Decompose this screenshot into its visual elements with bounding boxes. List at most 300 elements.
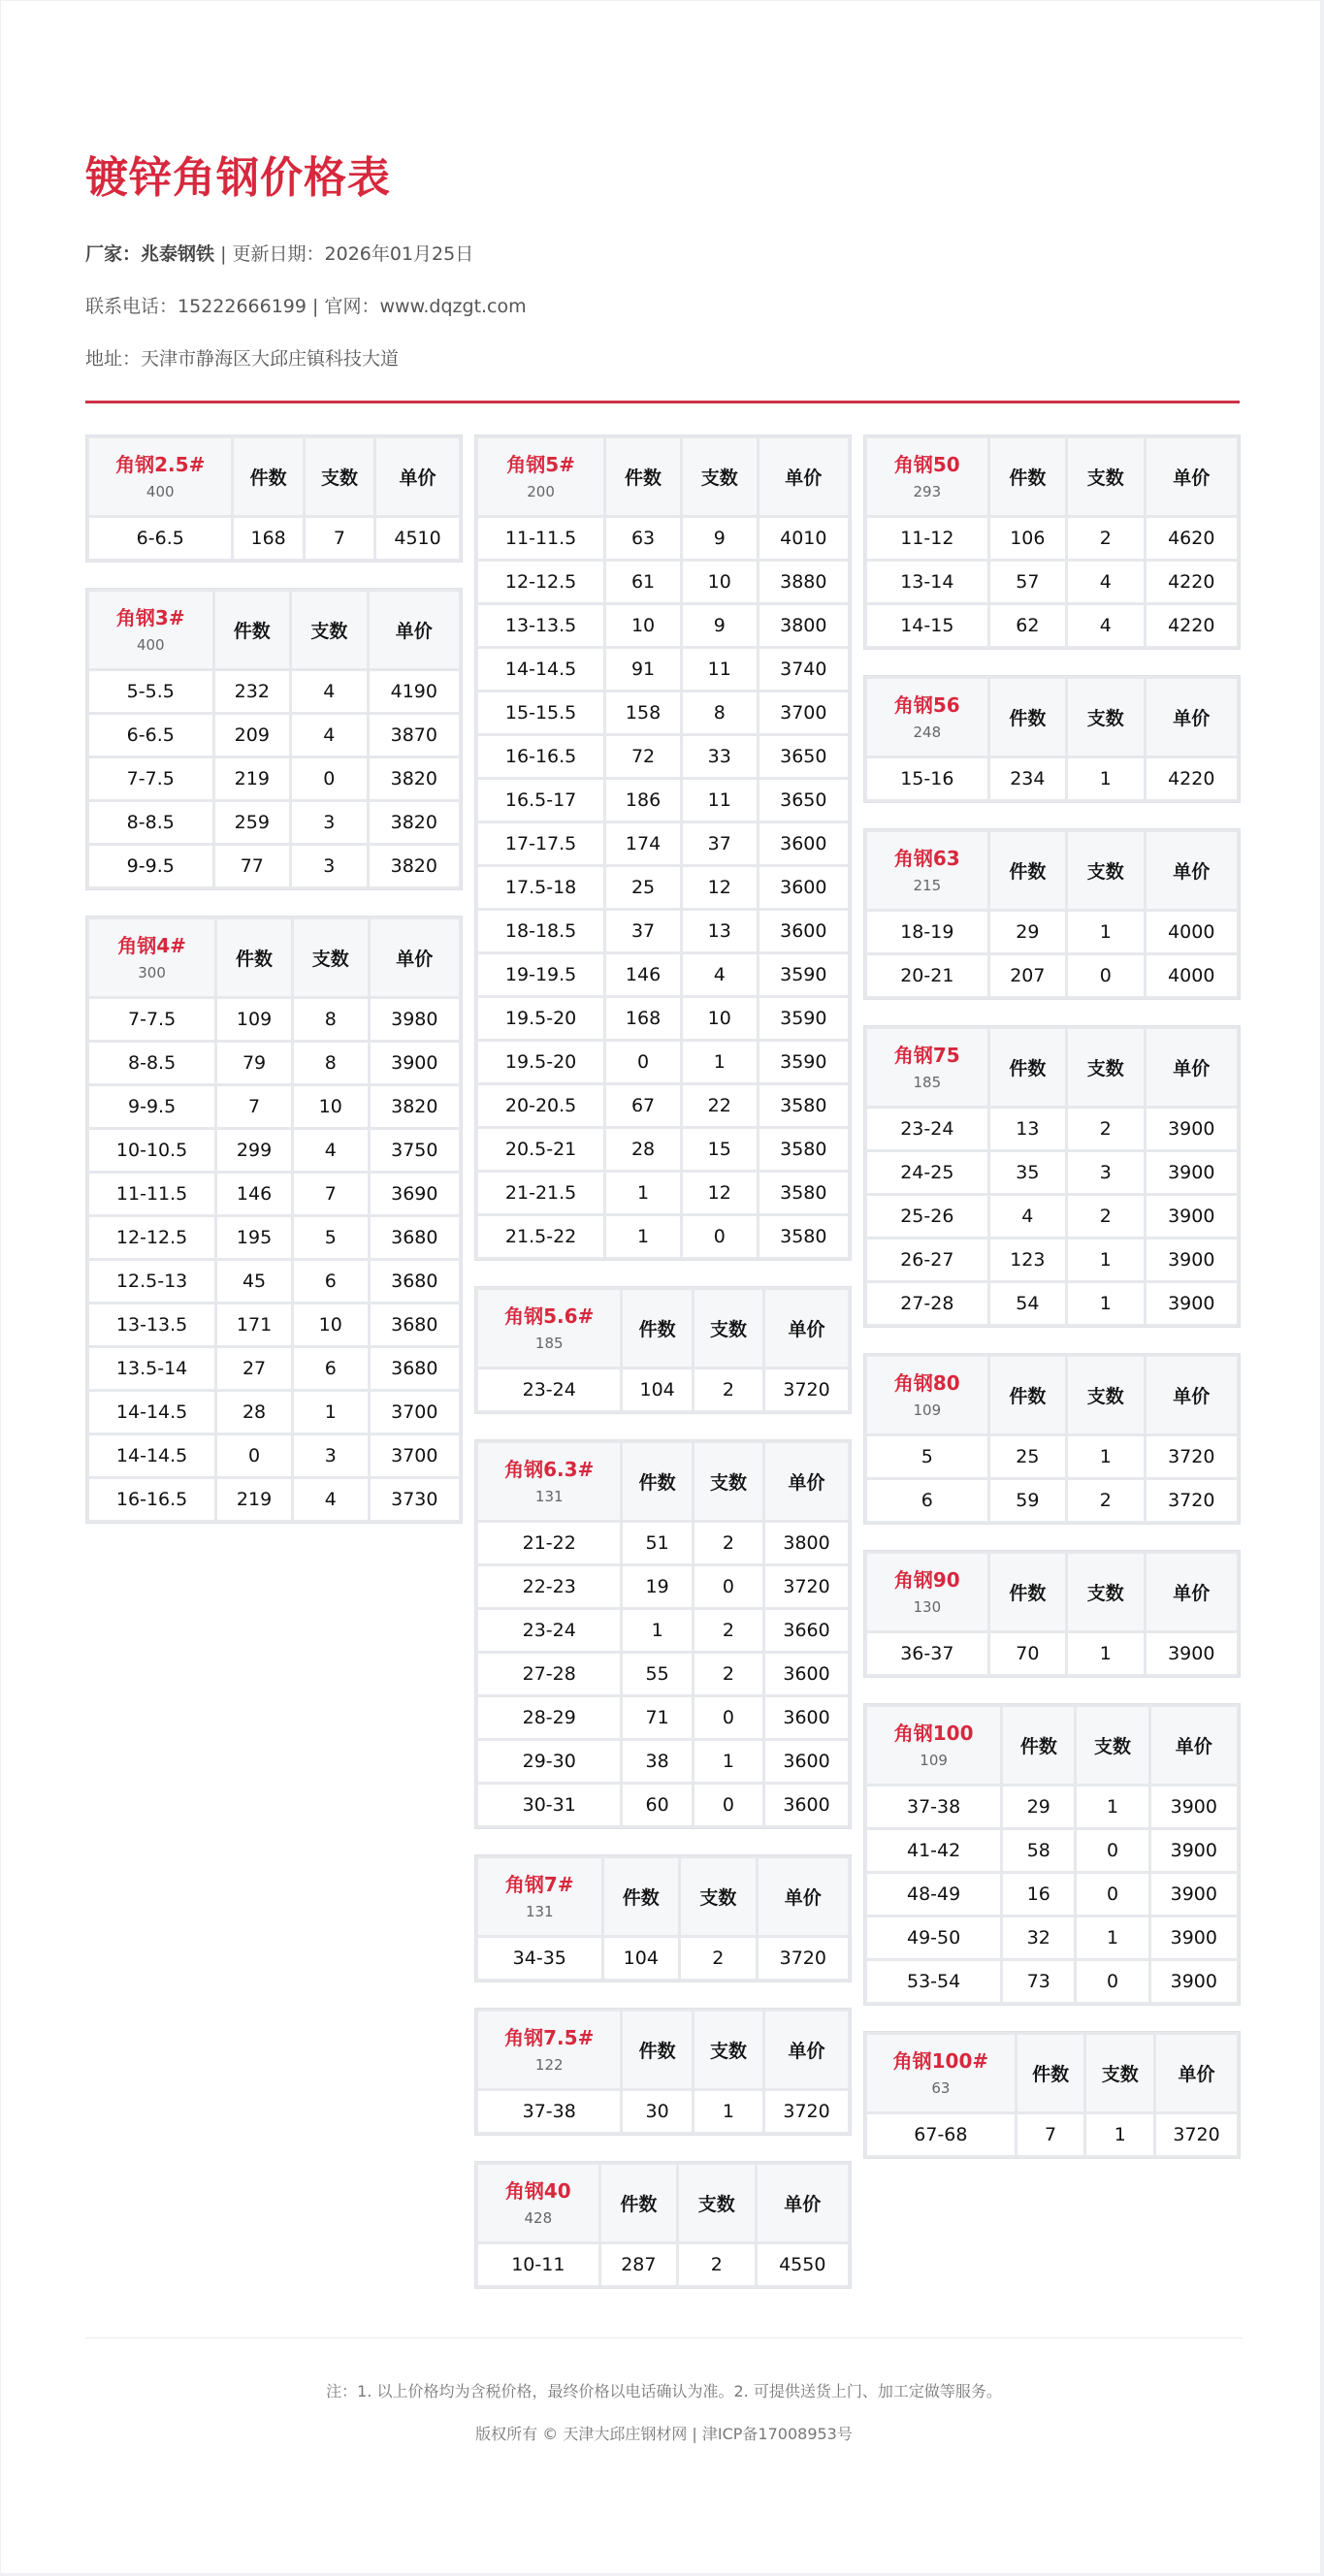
cell-sticks: 1: [683, 1042, 757, 1082]
cell-count: 30: [623, 2091, 691, 2132]
column-header-sticks: 支数: [1068, 1029, 1143, 1106]
cell-size: 34-35: [478, 1938, 601, 1979]
column-header-sticks: 支数: [1068, 438, 1143, 515]
cell-size: 5-5.5: [89, 671, 212, 712]
cell-size: 7-7.5: [89, 999, 214, 1040]
cell-price: 3590: [759, 954, 848, 995]
cell-sticks: 37: [683, 823, 757, 864]
cell-sticks: 2: [679, 2244, 754, 2285]
spec-header-cell: [867, 832, 987, 909]
table-row: [478, 823, 848, 864]
cell-count: 158: [606, 692, 680, 733]
table-row: [478, 867, 848, 908]
column-header-count: 件数: [604, 1858, 679, 1935]
table-row: [89, 671, 459, 712]
cell-size: 5: [867, 1436, 987, 1477]
column-header-price: 单价: [1146, 1357, 1238, 1433]
cell-count: 209: [215, 715, 290, 756]
cell-price: 3900: [1146, 1633, 1238, 1674]
table-row: [478, 1938, 848, 1979]
spec-length: 131: [525, 1902, 554, 1920]
column-header-price: 单价: [370, 592, 459, 668]
address-line: [85, 346, 399, 371]
spec-length: 400: [145, 482, 175, 500]
spec-length: 428: [524, 2208, 553, 2227]
spec-length: 248: [913, 723, 942, 741]
table-row: [478, 562, 848, 602]
spec-length: 185: [534, 1334, 564, 1352]
cell-size: 19.5-20: [478, 998, 603, 1039]
cell-sticks: 10: [294, 1304, 368, 1345]
cell-size: 13.5-14: [89, 1348, 214, 1389]
cell-price: 4510: [376, 518, 459, 559]
cell-sticks: 7: [294, 1174, 368, 1214]
table-row: [867, 605, 1237, 646]
table-row: [89, 1043, 459, 1083]
cell-count: 0: [606, 1042, 680, 1082]
cell-sticks: 1: [1086, 2114, 1153, 2155]
cell-size: 67-68: [867, 2114, 1015, 2155]
column-header-price: 单价: [1146, 679, 1238, 756]
cell-count: 77: [215, 846, 290, 886]
cell-count: 7: [217, 1086, 291, 1127]
cell-sticks: 1: [1077, 1787, 1147, 1827]
cell-size: 16-16.5: [89, 1479, 214, 1520]
cell-count: 259: [215, 802, 290, 843]
spec-header-cell: [867, 2035, 1015, 2111]
cell-size: 17.5-18: [478, 867, 603, 908]
cell-price: 3590: [759, 1042, 848, 1082]
column-header-count: 件数: [990, 1357, 1065, 1433]
spec-name: 角钢7.5#: [504, 2025, 595, 2049]
table-row: [478, 780, 848, 821]
price-table: [85, 916, 463, 1524]
cell-count: 168: [234, 518, 302, 559]
cell-sticks: 2: [694, 1523, 762, 1563]
table-row: [867, 1633, 1237, 1674]
cell-count: 28: [217, 1392, 291, 1433]
cell-price: 3660: [765, 1610, 848, 1651]
cell-size: 13-13.5: [478, 605, 603, 646]
footer-note: 注：1. 以上价格均为含税价格，最终价格以电话确认为准。2. 可提供送货上门、加工定做等服务。: [326, 2382, 1002, 2400]
table-row: [478, 1369, 848, 1410]
cell-price: 3600: [759, 823, 848, 864]
cell-price: 3580: [759, 1173, 848, 1213]
cell-size: 19.5-20: [478, 1042, 603, 1082]
cell-price: 3900: [371, 1043, 459, 1083]
spec-name: 角钢100: [893, 1721, 974, 1745]
table-row: [478, 954, 848, 995]
cell-sticks: 4: [1068, 605, 1143, 646]
cell-price: 3800: [759, 605, 848, 646]
table-header-row: [478, 2012, 848, 2088]
table-header-row: [867, 2035, 1237, 2111]
cell-sticks: 0: [694, 1697, 762, 1738]
cell-count: 70: [990, 1633, 1065, 1674]
separator: |: [214, 243, 233, 265]
table-header-row: [867, 679, 1237, 756]
cell-price: 3700: [759, 692, 848, 733]
cell-size: 13-14: [867, 562, 987, 602]
cell-price: 4000: [1146, 912, 1238, 952]
cell-count: 10: [606, 605, 680, 646]
cell-count: 186: [606, 780, 680, 821]
column-header-price: 单价: [758, 2165, 849, 2241]
price-table: [863, 2031, 1241, 2159]
table-row: [478, 2091, 848, 2132]
column-header-price: 单价: [765, 1443, 848, 1520]
website-link[interactable]: www.dqzgt.com: [379, 296, 527, 317]
cell-price: 3750: [371, 1130, 459, 1171]
cell-count: 58: [1003, 1830, 1074, 1871]
column-header-count: 件数: [990, 832, 1065, 909]
spec-header-cell: [867, 1554, 987, 1630]
cell-count: 79: [217, 1043, 291, 1083]
cell-size: 27-28: [478, 1654, 620, 1694]
cell-count: 25: [990, 1436, 1065, 1477]
cell-count: 0: [217, 1435, 291, 1476]
cell-price: 3600: [759, 911, 848, 951]
cell-price: 3740: [759, 649, 848, 690]
cell-size: 6-6.5: [89, 518, 231, 559]
cell-sticks: 0: [1077, 1874, 1147, 1915]
cell-count: 25: [606, 867, 680, 908]
cell-price: 3900: [1151, 1787, 1237, 1827]
cell-price: 3820: [370, 802, 459, 843]
cell-count: 195: [217, 1217, 291, 1258]
table-row: [867, 1874, 1237, 1915]
table-row: [89, 1348, 459, 1389]
table-row: [89, 846, 459, 886]
page-card: [1, 1, 1320, 2573]
price-column-2: [474, 435, 852, 2289]
cell-count: 38: [623, 1741, 691, 1782]
price-table: [863, 1353, 1241, 1525]
table-row: [478, 518, 848, 559]
table-row: [478, 1654, 848, 1694]
cell-sticks: 10: [683, 562, 757, 602]
table-row: [867, 518, 1237, 559]
table-row: [89, 1261, 459, 1302]
table-row: [478, 1042, 848, 1082]
cell-price: 3880: [759, 562, 848, 602]
cell-size: 36-37: [867, 1633, 987, 1674]
table-row: [89, 758, 459, 799]
cell-sticks: 4: [1068, 562, 1143, 602]
table-header-row: [478, 1858, 848, 1935]
cell-count: 61: [606, 562, 680, 602]
table-header-row: [89, 438, 459, 515]
cell-sticks: 33: [683, 736, 757, 777]
cell-price: 3650: [759, 780, 848, 821]
spec-name: 角钢50: [893, 452, 960, 476]
column-header-price: 单价: [376, 438, 459, 515]
table-row: [867, 955, 1237, 996]
column-header-count: 件数: [606, 438, 680, 515]
table-row: [478, 605, 848, 646]
spec-length: 185: [913, 1073, 942, 1091]
price-table-columns: [85, 435, 1241, 2289]
column-header-count: 件数: [601, 2165, 676, 2241]
table-header-row: [478, 1290, 848, 1367]
table-row: [89, 1174, 459, 1214]
cell-price: 3600: [765, 1697, 848, 1738]
column-header-count: 件数: [623, 2012, 691, 2088]
cell-sticks: 3: [292, 846, 367, 886]
column-header-sticks: 支数: [683, 438, 757, 515]
cell-price: 3820: [370, 758, 459, 799]
column-header-price: 单价: [759, 438, 848, 515]
cell-count: 123: [990, 1240, 1065, 1280]
cell-count: 207: [990, 955, 1065, 996]
cell-size: 20-20.5: [478, 1085, 603, 1126]
footer-copyright: 版权所有 © 天津大邱庄钢材网 | 津ICP备17008953号: [475, 2425, 853, 2443]
cell-count: 72: [606, 736, 680, 777]
cell-sticks: 4: [292, 671, 367, 712]
table-row: [478, 1523, 848, 1563]
table-header-row: [867, 1707, 1237, 1784]
column-header-sticks: 支数: [679, 2165, 754, 2241]
table-header-row: [867, 438, 1237, 515]
table-row: [867, 1283, 1237, 1324]
price-table: [85, 588, 463, 890]
table-row: [478, 649, 848, 690]
column-header-count: 件数: [217, 919, 291, 996]
cell-sticks: 13: [683, 911, 757, 951]
cell-sticks: 3: [1068, 1152, 1143, 1193]
cell-price: 3690: [371, 1174, 459, 1214]
table-row: [867, 1240, 1237, 1280]
cell-count: 219: [215, 758, 290, 799]
spec-length: 109: [913, 1401, 942, 1419]
table-row: [867, 562, 1237, 602]
spec-header-cell: [89, 438, 231, 515]
cell-sticks: 2: [1068, 1109, 1143, 1149]
price-table: [863, 1550, 1241, 1678]
cell-price: 3650: [759, 736, 848, 777]
spec-header-cell: [478, 1858, 601, 1935]
cell-sticks: 1: [1068, 758, 1143, 799]
cell-size: 17-17.5: [478, 823, 603, 864]
table-row: [89, 1130, 459, 1171]
spec-name: 角钢90: [893, 1567, 960, 1592]
spec-length: 109: [920, 1751, 948, 1769]
cell-sticks: 4: [294, 1479, 368, 1520]
spec-length: 293: [913, 482, 942, 500]
cell-price: 3680: [371, 1304, 459, 1345]
cell-count: 32: [1003, 1917, 1074, 1958]
cell-size: 6: [867, 1480, 987, 1521]
cell-sticks: 0: [1077, 1830, 1147, 1871]
cell-sticks: 3: [292, 802, 367, 843]
cell-sticks: 4: [683, 954, 757, 995]
cell-price: 3900: [1146, 1283, 1238, 1324]
spec-length: 200: [527, 482, 555, 500]
cell-size: 8-8.5: [89, 1043, 214, 1083]
cell-sticks: 1: [294, 1392, 368, 1433]
cell-count: 106: [990, 518, 1065, 559]
manufacturer-label: 厂家：: [85, 243, 142, 265]
spec-name: 角钢63: [893, 846, 960, 870]
cell-size: 9-9.5: [89, 1086, 214, 1127]
cell-sticks: 6: [294, 1348, 368, 1389]
cell-count: 4: [990, 1196, 1065, 1237]
cell-sticks: 2: [1068, 518, 1143, 559]
column-header-count: 件数: [990, 679, 1065, 756]
cell-size: 6-6.5: [89, 715, 212, 756]
cell-count: 62: [990, 605, 1065, 646]
table-row: [89, 802, 459, 843]
cell-sticks: 12: [683, 867, 757, 908]
cell-count: 104: [604, 1938, 679, 1979]
table-row: [478, 1697, 848, 1738]
cell-size: 18-19: [867, 912, 987, 952]
column-header-sticks: 支数: [292, 592, 367, 668]
cell-count: 146: [606, 954, 680, 995]
column-header-sticks: 支数: [694, 1443, 762, 1520]
cell-sticks: 1: [1068, 1436, 1143, 1477]
spec-header-cell: [867, 1357, 987, 1433]
cell-sticks: 2: [694, 1610, 762, 1651]
cell-size: 13-13.5: [89, 1304, 214, 1345]
cell-size: 20.5-21: [478, 1129, 603, 1170]
header-divider: [85, 401, 1240, 403]
column-header-sticks: 支数: [1086, 2035, 1153, 2111]
table-row: [867, 1152, 1237, 1193]
spec-name: 角钢100#: [892, 2048, 989, 2073]
cell-size: 19-19.5: [478, 954, 603, 995]
spec-name: 角钢5#: [506, 452, 575, 476]
table-row: [478, 1173, 848, 1213]
table-row: [478, 1741, 848, 1782]
cell-sticks: 15: [683, 1129, 757, 1170]
cell-price: 3700: [371, 1392, 459, 1433]
cell-sticks: 3: [294, 1435, 368, 1476]
column-header-sticks: 支数: [681, 1858, 756, 1935]
cell-size: 41-42: [867, 1830, 1000, 1871]
column-header-sticks: 支数: [1068, 679, 1143, 756]
cell-size: 11-12: [867, 518, 987, 559]
cell-price: 3600: [765, 1654, 848, 1694]
cell-count: 1: [606, 1216, 680, 1257]
cell-sticks: 11: [683, 649, 757, 690]
table-row: [89, 1435, 459, 1476]
column-header-sticks: 支数: [694, 2012, 762, 2088]
cell-sticks: 9: [683, 605, 757, 646]
footer-divider: [85, 2337, 1243, 2338]
cell-sticks: 0: [1077, 1961, 1147, 2002]
cell-sticks: 7: [306, 518, 373, 559]
cell-price: 3720: [759, 1938, 848, 1979]
spec-name: 角钢5.6#: [504, 1304, 595, 1328]
table-row: [478, 1129, 848, 1170]
cell-size: 21.5-22: [478, 1216, 603, 1257]
column-header-price: 单价: [1146, 1554, 1238, 1630]
spec-header-cell: [89, 592, 212, 668]
cell-size: 15-15.5: [478, 692, 603, 733]
cell-price: 3600: [759, 867, 848, 908]
cell-count: 287: [601, 2244, 676, 2285]
cell-count: 174: [606, 823, 680, 864]
cell-count: 234: [990, 758, 1065, 799]
cell-size: 11-11.5: [478, 518, 603, 559]
phone-number[interactable]: 15222666199: [178, 296, 307, 317]
cell-size: 23-24: [867, 1109, 987, 1149]
column-header-sticks: 支数: [1068, 1357, 1143, 1433]
cell-count: 28: [606, 1129, 680, 1170]
spec-header-cell: [867, 438, 987, 515]
cell-price: 3720: [765, 2091, 848, 2132]
cell-sticks: 2: [694, 1654, 762, 1694]
cell-price: 3580: [759, 1129, 848, 1170]
cell-size: 21-22: [478, 1523, 620, 1563]
cell-price: 3820: [371, 1086, 459, 1127]
cell-sticks: 5: [294, 1217, 368, 1258]
website-label: 官网：: [324, 296, 380, 317]
cell-count: 91: [606, 649, 680, 690]
manufacturer-name: 兆泰钢铁: [141, 243, 215, 265]
cell-size: 22-23: [478, 1566, 620, 1607]
spec-header-cell: [89, 919, 214, 996]
spec-name: 角钢3#: [115, 605, 185, 629]
cell-size: 48-49: [867, 1874, 1000, 1915]
cell-sticks: 0: [694, 1566, 762, 1607]
cell-price: 3580: [759, 1216, 848, 1257]
cell-size: 14-14.5: [89, 1435, 214, 1476]
column-header-count: 件数: [623, 1290, 691, 1367]
cell-size: 25-26: [867, 1196, 987, 1237]
cell-count: 168: [606, 998, 680, 1039]
spec-length: 215: [913, 876, 942, 894]
cell-sticks: 0: [683, 1216, 757, 1257]
cell-sticks: 11: [683, 780, 757, 821]
address-value: 天津市静海区大邱庄镇科技大道: [141, 348, 400, 370]
spec-name: 角钢40: [504, 2178, 571, 2203]
cell-size: 10-11: [478, 2244, 598, 2285]
cell-size: 9-9.5: [89, 846, 212, 886]
cell-sticks: 1: [1077, 1917, 1147, 1958]
cell-sticks: 8: [294, 999, 368, 1040]
table-row: [478, 998, 848, 1039]
cell-count: 37: [606, 911, 680, 951]
spec-header-cell: [478, 438, 603, 515]
spec-name: 角钢80: [893, 1370, 960, 1395]
cell-price: 3900: [1151, 1917, 1237, 1958]
column-header-price: 单价: [759, 1858, 848, 1935]
cell-price: 3900: [1146, 1152, 1238, 1193]
table-row: [867, 2114, 1237, 2155]
spec-name: 角钢75: [893, 1043, 960, 1067]
cell-price: 3900: [1146, 1109, 1238, 1149]
cell-size: 10-10.5: [89, 1130, 214, 1171]
table-row: [478, 1085, 848, 1126]
cell-sticks: 1: [694, 1741, 762, 1782]
cell-size: 21-21.5: [478, 1173, 603, 1213]
table-row: [478, 1566, 848, 1607]
cell-size: 24-25: [867, 1152, 987, 1193]
cell-price: 3720: [1146, 1480, 1238, 1521]
cell-price: 3900: [1151, 1830, 1237, 1871]
table-row: [478, 911, 848, 951]
price-table: [474, 1439, 852, 1829]
spec-header-cell: [867, 1707, 1000, 1784]
table-row: [478, 1785, 848, 1825]
cell-price: 3900: [1146, 1240, 1238, 1280]
cell-count: 16: [1003, 1874, 1074, 1915]
spec-name: 角钢4#: [117, 933, 186, 957]
price-column-1: [85, 435, 463, 1524]
column-header-price: 单价: [1146, 1029, 1238, 1106]
